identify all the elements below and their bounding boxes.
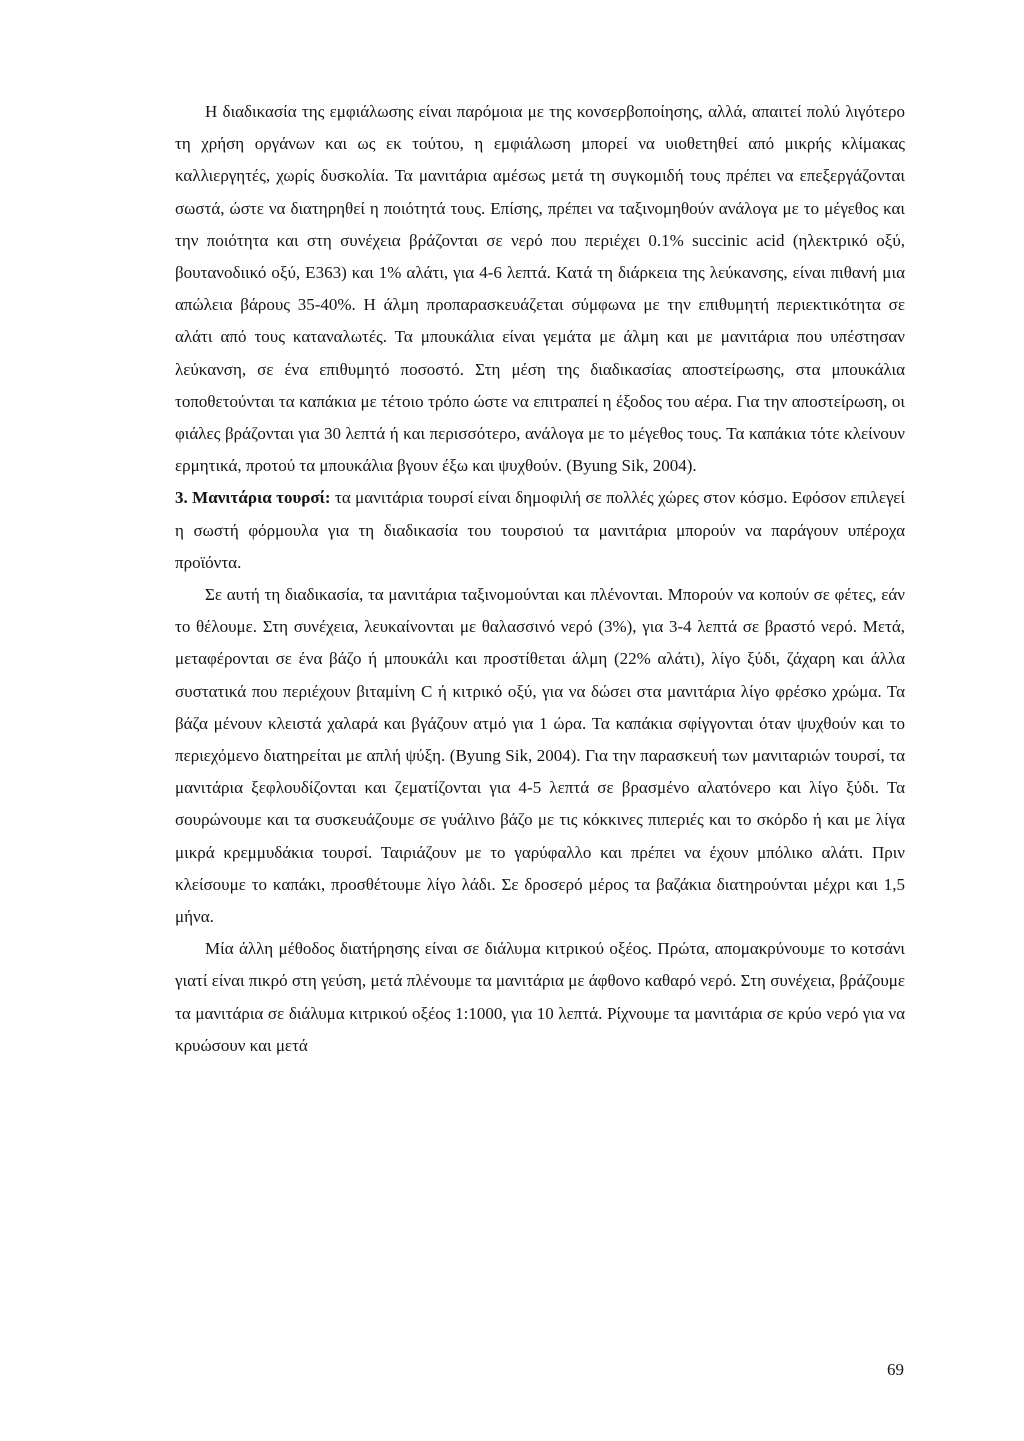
- paragraph-bottling: Η διαδικασία της εμφιάλωσης είναι παρόμοια με της κονσερβοποίησης, αλλά, απαιτεί πολύ λιγότερο τη χρήση οργάνων και ως εκ τούτου, η εμφιάλωση μπορεί να υιοθετηθεί από μικρής κλίμακας καλλιεργητές, χωρίς δυσκολία. Τα μανιτάρια αμέσως μετά τη συγκομιδή τους πρέπει να επεξεργάζονται σωστά, ώστε να διατηρηθεί η ποιότητά τους. Επίσης, πρέπει να ταξινομηθούν ανάλογα με το μέγεθος και την ποιότητα και στη συνέχεια βράζονται σε νερό που περιέχει 0.1% succinic acid (ηλεκτρικό οξύ, βουτανοδιικό οξύ, E363) και 1% αλάτι, για 4-6 λεπτά. Κατά τη διάρκεια της λεύκανσης, είναι πιθανή μια απώλεια βάρους 35-40%. Η άλμη προπαρασκευάζεται σύμφωνα με την επιθυμητή περιεκτικότητα σε αλάτι από τους καταναλωτές. Τα μπουκάλια είναι γεμάτα με άλμη και με μανιτάρια που υπέστησαν λεύκανση, σε ένα επιθυμητό ποσοστό. Στη μέση της διαδικασίας αποστείρωσης, στα μπουκάλια τοποθετούνται τα καπάκια με τέτοιο τρόπο ώστε να επιτραπεί η έξοδος του αέρα. Για την αποστείρωση, οι φιάλες βράζονται για 30 λεπτά ή και περισσότερο, ανάλογα με το μέγεθος τους. Τα καπάκια τότε κλείνουν ερμητικά, προτού τα μπουκάλια βγουν έξω και ψυχθούν. (Byung Sik, 2004).: [175, 102, 905, 476]
- paragraph-pickling-process: Σε αυτή τη διαδικασία, τα μανιτάρια ταξινομούνται και πλένονται. Μπορούν να κοπούν σε φέτες, εάν το θέλουμε. Στη συνέχεια, λευκαίνονται με θαλασσινό νερό (3%), για 3-4 λεπτά σε βραστό νερό. Μετά, μεταφέρονται σε ένα βάζο ή μπουκάλι και προστίθεται άλμη (22% αλάτι), λίγο ξύδι, ζάχαρη και άλλα συστατικά που περιέχουν βιταμίνη C ή κιτρικό οξύ, για να δώσει στα μανιτάρια λίγο φρέσκο χρώμα. Τα βάζα μένουν κλειστά χαλαρά και βγάζουν ατμό για 1 ώρα. Τα καπάκια σφίγγονται όταν ψυχθούν και το περιεχόμενο διατηρείται με απλή ψύξη. (Byung Sik, 2004). Για την παρασκευή των μανιταριών τουρσί, τα μανιτάρια ξεφλουδίζονται και ζεματίζονται για 4-5 λεπτά σε βρασμένο αλατόνερο και λίγο ξύδι. Τα σουρώνουμε και τα συσκευάζουμε σε γυάλινο βάζο με τις κόκκινες πιπεριές και το σκόρδο ή και με λίγα μικρά κρεμμυδάκια τουρσί. Ταιριάζουν με το γαρύφαλλο και πρέπει να έχουν μπόλικο αλάτι. Πριν κλείσουμε το καπάκι, προσθέτουμε λίγο λάδι. Σε δροσερό μέρος τα βαζάκια διατηρούνται μέχρι και 1,5 μήνα.: [175, 585, 905, 927]
- section-heading-pickled-mushrooms: 3. Μανιτάρια τουρσί:: [175, 488, 331, 508]
- document-body: [175, 96, 905, 1062]
- paragraph-pickled-intro: τα μανιτάρια τουρσί είναι δημοφιλή σε πολλές χώρες στον κόσμο. Εφόσον επιλεγεί η σωστή φόρμουλα για τη διαδικασία του τουρσιού τα μανιτάρια μπορούν να παράγουν υπέροχα προϊόντα.: [175, 488, 905, 572]
- paragraph-citric-acid-method: Μία άλλη μέθοδος διατήρησης είναι σε διάλυμα κιτρικού οξέος. Πρώτα, απομακρύνουμε το κοτσάνι γιατί είναι πικρό στη γεύση, μετά πλένουμε τα μανιτάρια με άφθονο καθαρό νερό. Στη συνέχεια, βράζουμε τα μανιτάρια σε διάλυμα κιτρικού οξέος 1:1000, για 10 λεπτά. Ρίχνουμε τα μανιτάρια σε κρύο νερό για να κρυώσουν και μετά: [175, 939, 905, 1055]
- page-number: 69: [887, 1360, 904, 1379]
- paragraph-pickled-mushrooms: [175, 482, 905, 579]
